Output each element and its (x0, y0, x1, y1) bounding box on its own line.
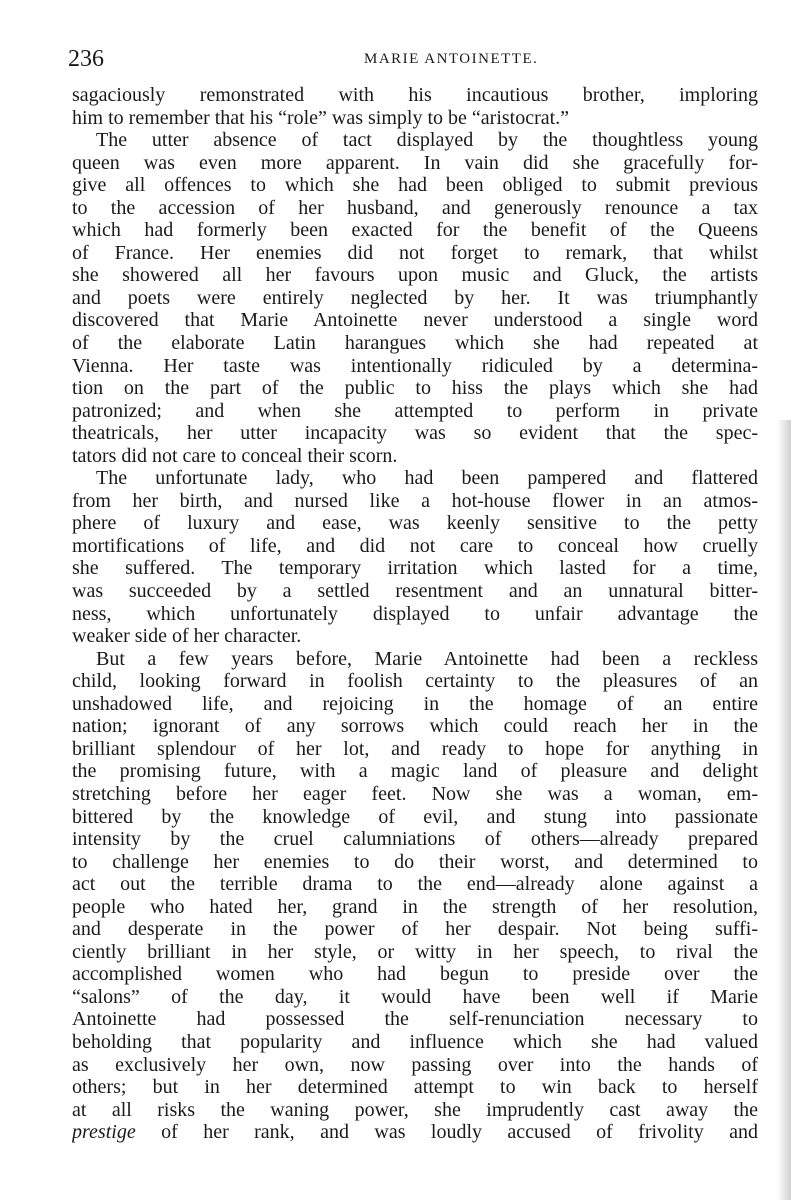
text-line: and poets were entirely neglected by her. It was triumphantly (72, 286, 758, 309)
text-line: of France. Her enemies did not forget to remark, that whilst (72, 241, 758, 264)
text-line: at all risks the waning power, she imprudently cast away the (72, 1098, 758, 1121)
text-line: people who hated her, grand in the strength of her resolution, (72, 895, 758, 918)
text-line: of the elaborate Latin harangues which she had repeated at (72, 332, 758, 355)
line-text: of her rank, and was loudly accused of frivolity and (161, 1121, 758, 1144)
text-line: accomplished women who had begun to preside over the (72, 963, 758, 986)
text-line: The utter absence of tact displayed by the thoughtless young (96, 129, 758, 152)
page-edge-shadow (777, 420, 791, 1200)
text-line: mortifications of life, and did not care to conceal how cruelly (72, 534, 758, 557)
page-header (68, 44, 758, 74)
text-line: she suffered. The temporary irritation which lasted for a time, (72, 557, 758, 580)
text-line: patronized; and when she attempted to perform in private (72, 399, 758, 422)
text-line: phere of luxury and ease, was keenly sensitive to the petty (72, 512, 758, 535)
text-line: Antoinette had possessed the self-renunciation necessary to (72, 1008, 758, 1031)
text-line: child, looking forward in foolish certainty to the pleasures of an (72, 670, 758, 693)
text-line: which had formerly been exacted for the benefit of the Queens (72, 219, 758, 242)
text-line: from her birth, and nursed like a hot-house flower in an atmos- (72, 489, 758, 512)
text-line: sagaciously remonstrated with his incautious brother, imploring (72, 84, 758, 106)
text-line: give all offences to which she had been obliged to submit previous (72, 174, 758, 197)
text-line: discovered that Marie Antoinette never understood a single word (72, 309, 758, 332)
text-line: intensity by the cruel calumniations of others—already prepared (72, 828, 758, 851)
text-line: theatricals, her utter incapacity was so evident that the spec- (72, 422, 758, 445)
text-line (72, 1121, 758, 1144)
text-line: queen was even more apparent. In vain did she gracefully for- (72, 151, 758, 174)
text-line: as exclusively her own, now passing over into the hands of (72, 1053, 758, 1076)
text-line: ness, which unfortunately displayed to unfair advantage the (72, 602, 758, 625)
text-line: The unfortunate lady, who had been pampered and flattered (96, 467, 758, 490)
page-number: 236 (68, 46, 104, 72)
text-line: nation; ignorant of any sorrows which could reach her in the (72, 715, 758, 738)
text-line: him to remember that his “role” was simply to be “aristocrat.” (72, 106, 570, 129)
italic-word: prestige (72, 1121, 136, 1144)
text-line: bittered by the knowledge of evil, and stung into passionate (72, 805, 758, 828)
text-line: act out the terrible drama to the end—already alone against a (72, 873, 758, 896)
text-line: “salons” of the day, it would have been well if Marie (72, 985, 758, 1008)
text-line: and desperate in the power of her despair. Not being suffi- (72, 918, 758, 941)
text-line: the promising future, with a magic land of pleasure and delight (72, 760, 758, 783)
text-line: stretching before her eager feet. Now she was a woman, em- (72, 782, 758, 805)
text-line: tators did not care to conceal their scorn. (72, 444, 398, 467)
text-line: brilliant splendour of her lot, and ready to hope for anything in (72, 737, 758, 760)
text-line: she showered all her favours upon music and Gluck, the artists (72, 264, 758, 287)
text-line: ciently brilliant in her style, or witty in her speech, to rival the (72, 940, 758, 963)
text-line: Vienna. Her taste was intentionally ridiculed by a determina- (72, 354, 758, 377)
body-text (72, 84, 758, 1144)
text-line: to challenge her enemies to do their worst, and determined to (72, 850, 758, 873)
text-line: to the accession of her husband, and generously renounce a tax (72, 196, 758, 219)
text-line: But a few years before, Marie Antoinette had been a reckless (96, 647, 758, 670)
text-line: was succeeded by a settled resentment and an unnatural bitter- (72, 580, 758, 603)
text-line: weaker side of her character. (72, 625, 302, 648)
text-line: unshadowed life, and rejoicing in the homage of an entire (72, 692, 758, 715)
text-line: beholding that popularity and influence which she had valued (72, 1030, 758, 1053)
text-line: others; but in her determined attempt to win back to herself (72, 1076, 758, 1099)
running-title: MARIE ANTOINETTE. (364, 51, 539, 67)
text-line: tion on the part of the public to hiss the plays which she had (72, 377, 758, 400)
